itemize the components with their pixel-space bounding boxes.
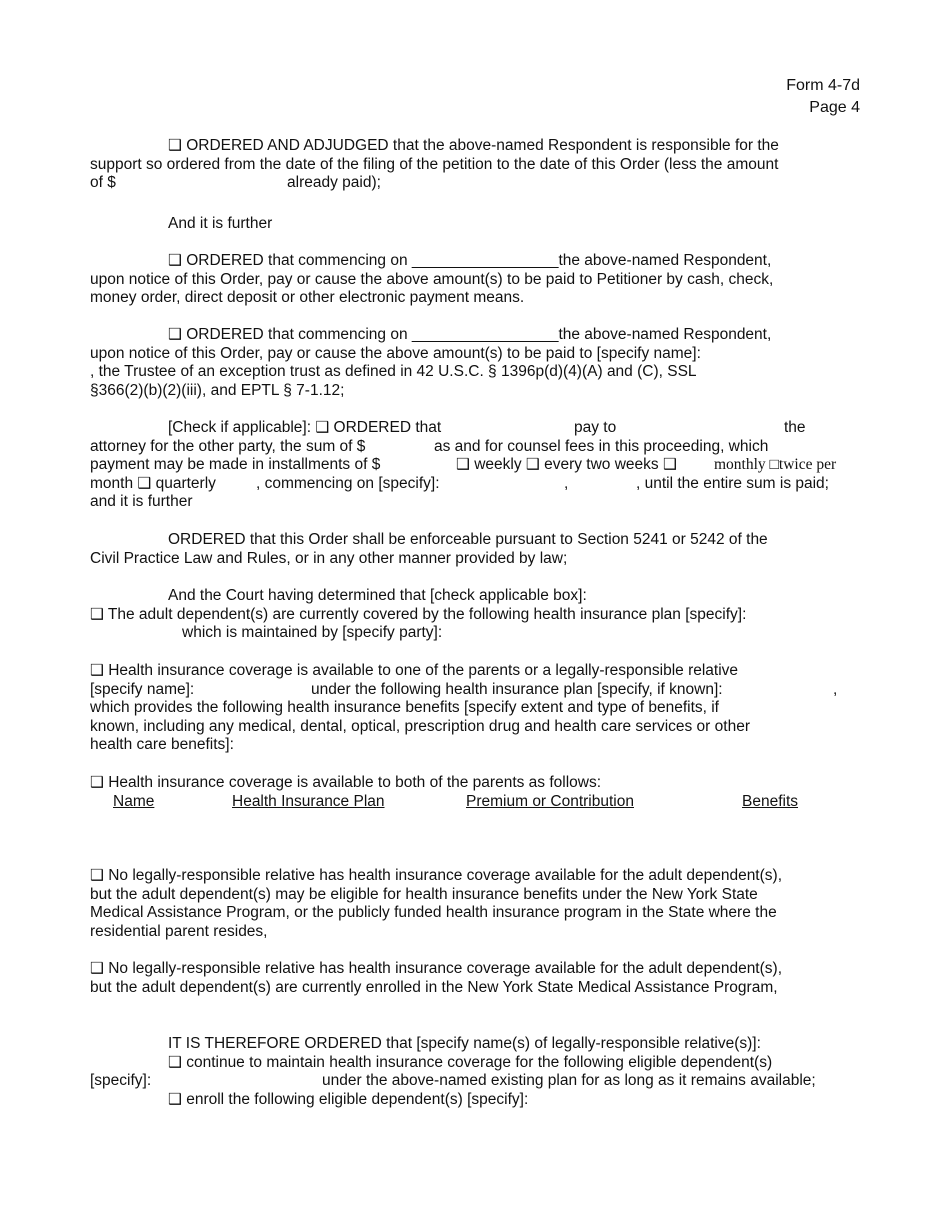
text-line: attorney for the other party, the sum of $ as and for counsel fees in this proceeding, which bbox=[90, 437, 769, 455]
text-line: ❑ ORDERED that commencing on _________________the above-named Respondent, bbox=[168, 326, 772, 343]
coverage-both-parents-paragraph bbox=[90, 774, 862, 811]
text-line: And the Court having determined that [check applicable box]: bbox=[168, 587, 587, 604]
text-line: but the adult dependent(s) are currently enrolled in the New York State Medical Assistance Program, bbox=[90, 978, 778, 996]
text-line: health care benefits]: bbox=[90, 736, 234, 753]
text-line: but the adult dependent(s) may be eligible for health insurance benefits under the New York State bbox=[90, 885, 758, 903]
text-line: ❑ ORDERED AND ADJUDGED that the above-named Respondent is responsible for the bbox=[168, 137, 779, 154]
text-line: Civil Practice Law and Rules, or in any other manner provided by law; bbox=[90, 549, 568, 567]
text-line: ❑ ORDERED that commencing on _________________the above-named Respondent, bbox=[168, 252, 772, 269]
already-paid-text: already paid); bbox=[287, 174, 381, 191]
column-premium: Premium or Contribution bbox=[466, 792, 634, 810]
form-header bbox=[786, 75, 860, 119]
checkbox-option[interactable]: ❑ No legally-responsible relative has health insurance coverage available for the adult dependent(s), bbox=[90, 867, 782, 884]
text-line: residential parent resides, bbox=[90, 922, 268, 940]
no-coverage-enrolled-paragraph bbox=[90, 960, 862, 997]
text-line: And it is further bbox=[168, 215, 273, 232]
further-paragraph bbox=[90, 215, 862, 234]
no-coverage-eligible-paragraph bbox=[90, 867, 862, 941]
text-line: month ❑ quarterly , commencing on [specify]: , , until the entire sum is paid; bbox=[90, 474, 829, 492]
coverage-table-header bbox=[90, 793, 862, 812]
text-line: [specify name]: under the following health insurance plan [specify, if known]: , bbox=[90, 680, 838, 698]
checkbox-option[interactable]: ❑ Health insurance coverage is available to one of the parents or a legally-responsible relative bbox=[90, 662, 739, 679]
page-number: Page 4 bbox=[809, 99, 860, 116]
checkbox-option[interactable]: ❑ continue to maintain health insurance coverage for the following eligible dependent(s) bbox=[168, 1053, 773, 1071]
text-line: Medical Assistance Program, or the publicly funded health insurance program in the State where the bbox=[90, 904, 777, 921]
text-line: ORDERED that this Order shall be enforceable pursuant to Section 5241 or 5242 of the bbox=[168, 531, 768, 548]
text-line: upon notice of this Order, pay or cause the above amount(s) to be paid to Petitioner by cash, check, bbox=[90, 270, 774, 288]
text-line: money order, direct deposit or other electronic payment means. bbox=[90, 289, 525, 306]
text-line: which provides the following health insurance benefits [specify extent and type of benefits, if bbox=[90, 699, 719, 716]
enforceable-paragraph bbox=[90, 531, 862, 568]
payment-trustee-paragraph bbox=[90, 326, 862, 400]
form-number: Form 4-7d bbox=[786, 77, 860, 94]
ordered-adjudged-paragraph bbox=[90, 137, 862, 193]
text-line: , the Trustee of an exception trust as defined in 42 U.S.C. § 1396p(d)(4)(A) and (C), SSL bbox=[90, 363, 697, 380]
column-name: Name bbox=[113, 792, 155, 810]
column-benefits: Benefits bbox=[742, 792, 799, 810]
frequency-checkboxes-extra[interactable]: monthly □twice per bbox=[714, 456, 837, 473]
therefore-ordered-paragraph bbox=[90, 1035, 862, 1109]
text-line: [specify]: under the above-named existing plan for as long as it remains available; bbox=[90, 1072, 816, 1089]
text-line: payment may be made in installments of $ ❑ weekly ❑ every two weeks ❑ monthly □twice per bbox=[90, 456, 837, 473]
text-line: which is maintained by [specify party]: bbox=[182, 624, 443, 641]
text-line: and it is further bbox=[90, 493, 193, 510]
payment-petitioner-paragraph bbox=[90, 252, 862, 308]
checkbox-option[interactable]: ❑ No legally-responsible relative has health insurance coverage available for the adult dependent(s), bbox=[90, 960, 782, 977]
text-line: upon notice of this Order, pay or cause the above amount(s) to be paid to [specify name]: bbox=[90, 344, 701, 362]
column-plan: Health Insurance Plan bbox=[232, 792, 385, 810]
text-line: [Check if applicable]: ❑ ORDERED that pay to the bbox=[168, 419, 806, 436]
text-line: support so ordered from the date of the filing of the petition to the date of this Order (less the amount bbox=[90, 155, 779, 173]
frequency-checkboxes[interactable]: ❑ weekly ❑ every two weeks ❑ bbox=[456, 456, 677, 473]
text-line: IT IS THEREFORE ORDERED that [specify name(s) of legally-responsible relative(s)]: bbox=[168, 1035, 761, 1052]
checkbox-option[interactable]: ❑ enroll the following eligible dependent(s) [specify]: bbox=[168, 1090, 529, 1108]
counsel-fees-paragraph bbox=[90, 419, 862, 512]
text-line: §366(2)(b)(2)(iii), and EPTL § 7-1.12; bbox=[90, 381, 345, 399]
checkbox-option[interactable]: ❑ The adult dependent(s) are currently covered by the following health insurance plan [specify]: bbox=[90, 605, 747, 623]
amount-label: of $ bbox=[90, 174, 116, 191]
text-line: known, including any medical, dental, optical, prescription drug and health care services or other bbox=[90, 717, 750, 735]
text-line bbox=[90, 174, 862, 193]
coverage-one-parent-paragraph bbox=[90, 662, 862, 755]
court-determined-paragraph bbox=[90, 587, 862, 643]
checkbox-option[interactable]: ❑ Health insurance coverage is available to both of the parents as follows: bbox=[90, 774, 602, 791]
